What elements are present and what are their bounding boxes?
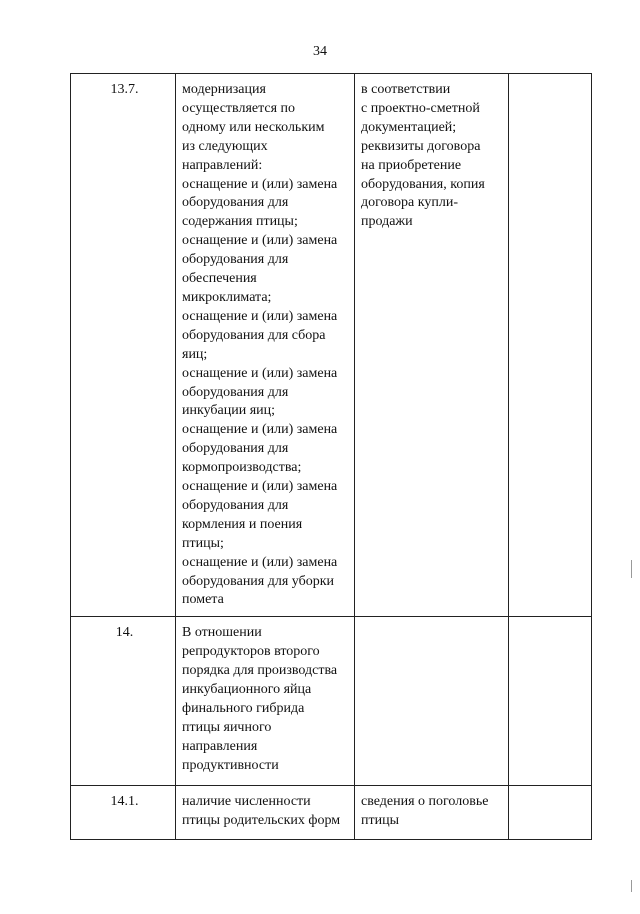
empty-cell bbox=[509, 74, 592, 617]
item-documents bbox=[355, 786, 509, 840]
text-line: направления bbox=[182, 738, 258, 754]
text-line: из следующих bbox=[182, 138, 268, 154]
text-line: модернизация bbox=[182, 82, 266, 97]
text-line: одному или нескольким bbox=[182, 119, 325, 135]
item-documents bbox=[355, 74, 509, 617]
text-line: птицы родительских форм bbox=[182, 813, 341, 829]
text-line: инкубации яиц; bbox=[182, 403, 276, 419]
item-description bbox=[176, 617, 355, 786]
text-line: осуществляется по bbox=[182, 100, 296, 116]
text-line: документацией; bbox=[361, 119, 457, 135]
text-line: птицы яичного bbox=[182, 719, 272, 735]
scan-edge-mark bbox=[631, 560, 632, 578]
text-line: договора купли- bbox=[361, 195, 458, 211]
text-line: кормления и поения bbox=[182, 516, 303, 532]
table-row bbox=[71, 617, 592, 786]
text-line: сведения о поголовье bbox=[361, 794, 489, 810]
text-line: оборудования для сбора bbox=[182, 327, 326, 343]
text-line: оснащение и (или) замена bbox=[182, 176, 338, 192]
text-line: продуктивности bbox=[182, 757, 279, 773]
text-line: микроклимата; bbox=[182, 289, 272, 305]
text-line: оборудования для bbox=[182, 441, 289, 457]
text-line: оборудования, копия bbox=[361, 176, 485, 192]
item-description bbox=[176, 74, 355, 617]
text-line: оснащение и (или) замена bbox=[182, 308, 338, 324]
text-line: оборудования для bbox=[182, 384, 289, 400]
text-line: оборудования для bbox=[182, 195, 289, 211]
text-line: порядка для производства bbox=[182, 663, 338, 679]
text-line: оборудования для bbox=[182, 252, 289, 268]
text-line: инкубационного яйца bbox=[182, 682, 312, 698]
text-line: в соответствии bbox=[361, 82, 451, 97]
text-line: на приобретение bbox=[361, 157, 462, 173]
text-line: помета bbox=[182, 592, 224, 608]
table-row bbox=[71, 786, 592, 840]
page-number: 34 bbox=[313, 44, 327, 59]
text-line: финального гибрида bbox=[182, 701, 305, 716]
item-number: 14.1. bbox=[71, 786, 176, 840]
text-line: оснащение и (или) замена bbox=[182, 422, 338, 438]
text-line: птицы bbox=[361, 813, 400, 829]
table-row bbox=[71, 74, 592, 617]
text-line: обеспечения bbox=[182, 271, 257, 287]
text-line: яиц; bbox=[182, 346, 208, 362]
item-number: 14. bbox=[71, 617, 176, 786]
text-line: оборудования для bbox=[182, 497, 289, 513]
text-line: кормопроизводства; bbox=[182, 460, 302, 476]
text-line: реквизиты договора bbox=[361, 138, 481, 154]
text-line: оснащение и (или) замена bbox=[182, 479, 338, 495]
empty-cell bbox=[509, 786, 592, 840]
empty-cell bbox=[509, 617, 592, 786]
text-line: с проектно-сметной bbox=[361, 100, 480, 116]
item-description bbox=[176, 786, 355, 840]
item-number: 13.7. bbox=[71, 74, 176, 617]
text-line: оснащение и (или) замена bbox=[182, 554, 338, 570]
text-line: содержания птицы; bbox=[182, 214, 298, 230]
text-line: направлений: bbox=[182, 157, 263, 173]
text-line: наличие численности bbox=[182, 794, 311, 810]
text-line: оснащение и (или) замена bbox=[182, 233, 338, 249]
text-line: оборудования для уборки bbox=[182, 573, 335, 589]
requirements-table bbox=[70, 73, 592, 840]
scan-edge-mark bbox=[631, 880, 632, 892]
text-line: репродукторов второго bbox=[182, 644, 320, 660]
text-line: птицы; bbox=[182, 535, 224, 551]
text-line: продажи bbox=[361, 214, 413, 230]
text-line: В отношении bbox=[182, 625, 262, 641]
text-line: оснащение и (или) замена bbox=[182, 365, 338, 381]
item-documents bbox=[355, 617, 509, 786]
